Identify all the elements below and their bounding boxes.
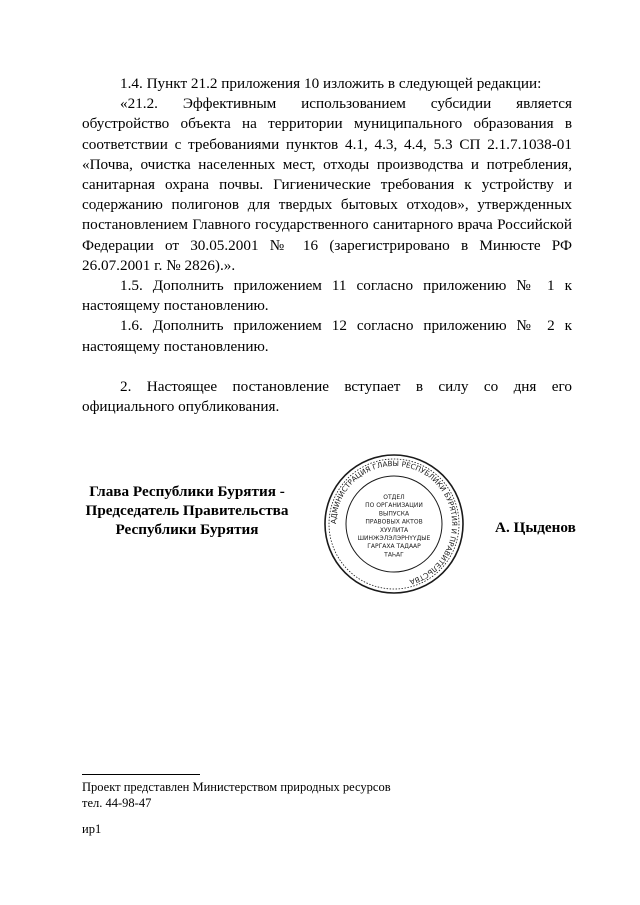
signatory-title (82, 482, 292, 539)
stamp-inner-line: ГАРГАХА ТАДААР (367, 543, 421, 551)
paragraph-1-6: 1.6. Дополнить приложением 12 согласно приложению № 2 к настоящему постановлению. (82, 317, 572, 355)
stamp-inner-line: ВЫПУСКА (378, 510, 410, 518)
stamp-inner-text (358, 494, 431, 558)
official-stamp (322, 452, 466, 596)
paragraph-21-2: «21.2. Эффективным использованием субсидии является обустройство объекта на территории муниципального образования в соответствии с требованиями пунктов 4.1, 4.3, 4.4, 5.3 СП 2.1.7.1038-01 «Почва, очистка населенных мест, отходы производства и потребления, санитарная охрана почвы. Гигиенические требования к устройству и содержанию полигонов для твердых бытовых отходов», утвержденных постановлением Главного государственного санитарного врача Российской Федерации от 30.05.2001 № 16 (зарегистрировано в Минюсте РФ 26.07.2001 г. № 2826).». (82, 95, 572, 274)
footnote-line-2: тел. 44-98-47 (82, 796, 152, 810)
signatory-title-line-1: Глава Республики Бурятия - (89, 483, 285, 500)
stamp-inner-line: ШИНЖЭЛЭЛЭРНҮҮДЫЕ (357, 535, 431, 542)
stamp-inner-line: ПО ОРГАНИЗАЦИИ (365, 502, 423, 510)
paragraph-1-5: 1.5. Дополнить приложением 11 согласно приложению № 1 к настоящему постановлению. (82, 277, 572, 315)
stamp-outer-text-path: АДМИНИСТРАЦИЯ ГЛАВЫ РЕСПУБЛИКИ БУРЯТИЯ И ПРАВИТЕЛЬСТВА (328, 458, 460, 587)
footnote-line-1: Проект представлен Министерством природных ресурсов (82, 780, 391, 794)
stamp-inner-line: ОТДЕЛ (383, 494, 405, 501)
stamp-inner-line: ПРАВОВЫХ АКТОВ (365, 518, 423, 526)
signatory-title-line-3: Республики Бурятия (115, 521, 259, 538)
document-body (82, 74, 572, 417)
paragraph-1-4: 1.4. Пункт 21.2 приложения 10 изложить в следующей редакции: (120, 75, 542, 92)
stamp-inner-line: ХУУЛИТА (379, 526, 409, 534)
footnote (82, 779, 391, 811)
author-code: ир1 (82, 822, 102, 836)
paragraph-spacer (82, 357, 572, 377)
signatory-title-line-2: Председатель Правительства (85, 502, 289, 519)
signatory-name: А. Цыденов (495, 519, 576, 536)
stamp-inner-line: ТАҺАГ (384, 551, 404, 559)
paragraph-2: 2. Настоящее постановление вступает в силу со дня его официального опубликования. (82, 377, 572, 416)
footnote-separator (82, 774, 200, 775)
